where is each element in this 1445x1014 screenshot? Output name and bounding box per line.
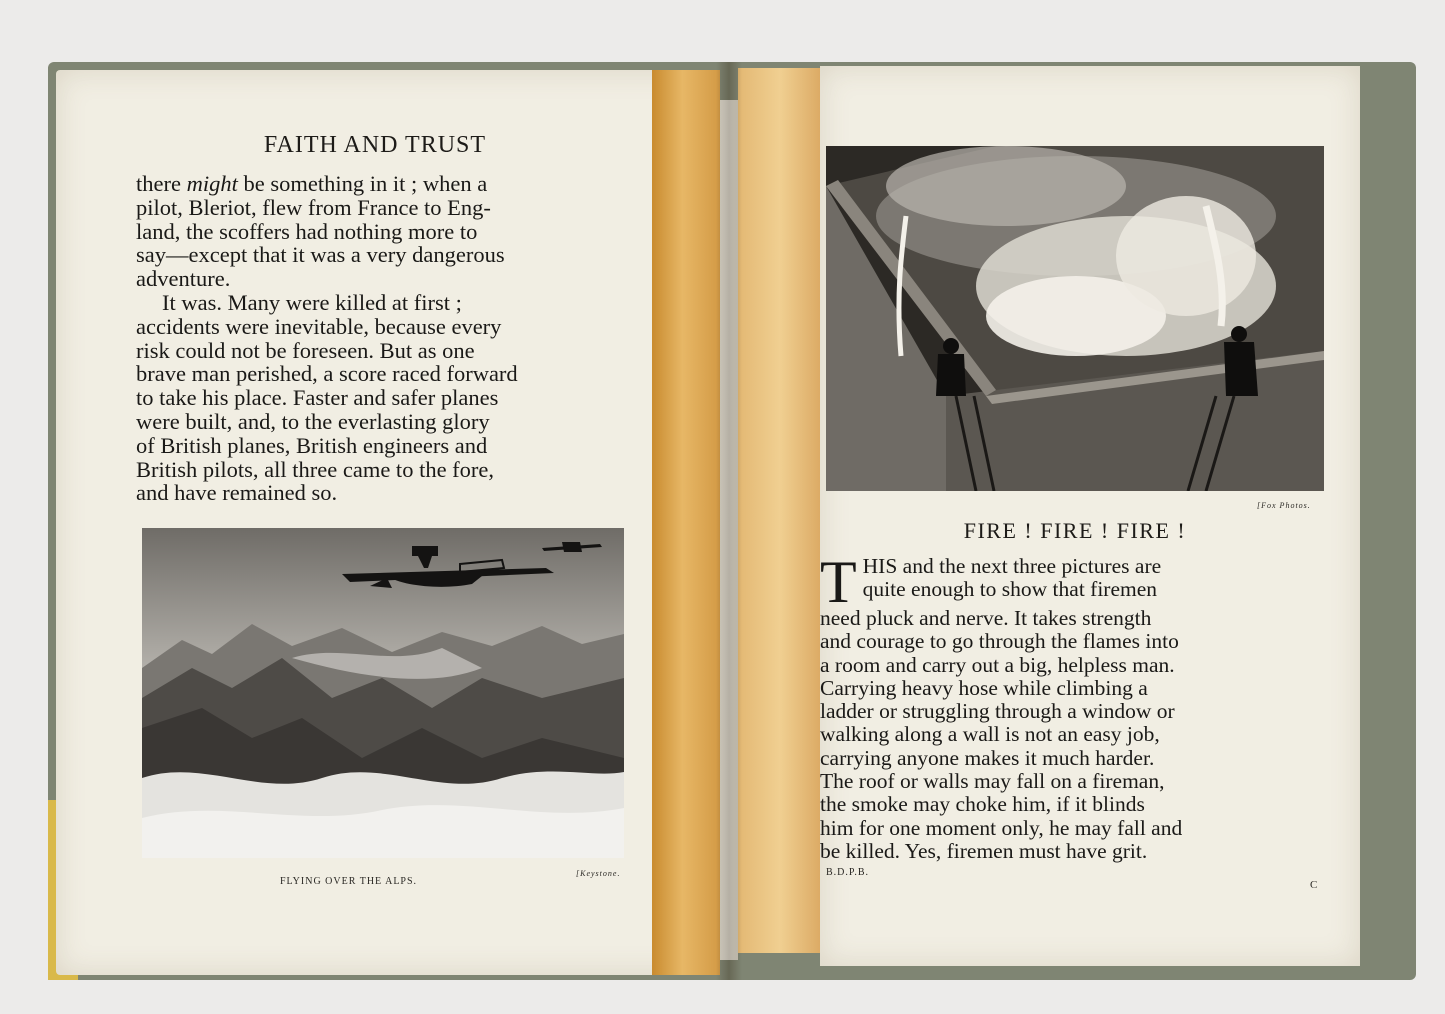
text-line: British pilots, all three came to the fore, — [136, 456, 495, 482]
left-page-title: FAITH AND TRUST — [263, 132, 487, 158]
text-line: HIS and the next three pictures are — [862, 554, 1162, 578]
text-line: to take his place. Faster and safer planes — [136, 385, 499, 411]
text-line: ladder or struggling through a window or — [820, 699, 1175, 724]
text-line: were built, and, to the everlasting glory — [136, 408, 490, 434]
photo-planes-over-alps — [142, 528, 624, 858]
text-line: Carrying heavy hose while climbing a — [820, 675, 1148, 700]
photo-credit: [Fox Photos. — [1257, 501, 1311, 510]
text-line: pilot, Bleriot, flew from France to Eng- — [136, 194, 491, 220]
page-signature-letter: C — [1310, 879, 1319, 891]
right-page-title: FIRE ! FIRE ! FIRE ! — [963, 518, 1187, 543]
right-page-body — [820, 549, 1320, 863]
text-line: of British planes, British engineers and — [136, 432, 488, 458]
photo-credit: [Keystone. — [576, 869, 621, 878]
left-page-body — [136, 172, 626, 505]
drop-cap: T — [820, 549, 857, 615]
text-line: It was. Many were killed at first ; — [162, 289, 462, 315]
text-line: him for one moment only, he may fall and — [820, 815, 1183, 840]
text-line: quite enough to show that firemen — [862, 577, 1158, 602]
photo-firemen-on-roof — [826, 146, 1324, 491]
gutter-binding-left — [652, 70, 720, 975]
text-line: the smoke may choke him, if it blinds — [820, 792, 1145, 817]
text-line: a room and carry out a big, helpless man. — [820, 652, 1175, 677]
text-line: land, the scoffers had nothing more to — [136, 218, 478, 244]
text-line: accidents were inevitable, because every — [136, 313, 502, 339]
text-line: brave man perished, a score raced forward — [136, 361, 518, 387]
text-line: carrying anyone makes it much harder. — [820, 745, 1155, 770]
text-line: The roof or walls may fall on a fireman, — [820, 769, 1165, 794]
text-line: and have remained so. — [136, 480, 338, 506]
text-line: adventure. — [136, 266, 231, 292]
text-line: walking along a wall is not an easy job, — [820, 722, 1160, 747]
page-footer-code: B.D.P.B. — [826, 867, 870, 878]
text-line: say—except that it was a very dangerous — [136, 242, 505, 268]
text-line: there might be something in it ; when a — [136, 171, 488, 196]
alps-illustration — [142, 528, 624, 858]
text-line: and courage to go through the flames into — [820, 629, 1179, 654]
spine-shadow — [716, 62, 742, 980]
text-line: risk could not be foreseen. But as one — [136, 337, 475, 363]
fire-illustration — [826, 146, 1324, 491]
gutter-binding-right — [738, 68, 822, 953]
photo-caption: FLYING OVER THE ALPS. — [280, 876, 418, 887]
text-line: be killed. Yes, firemen must have grit. — [820, 838, 1148, 863]
text-line: need pluck and nerve. It takes strength — [820, 606, 1152, 630]
